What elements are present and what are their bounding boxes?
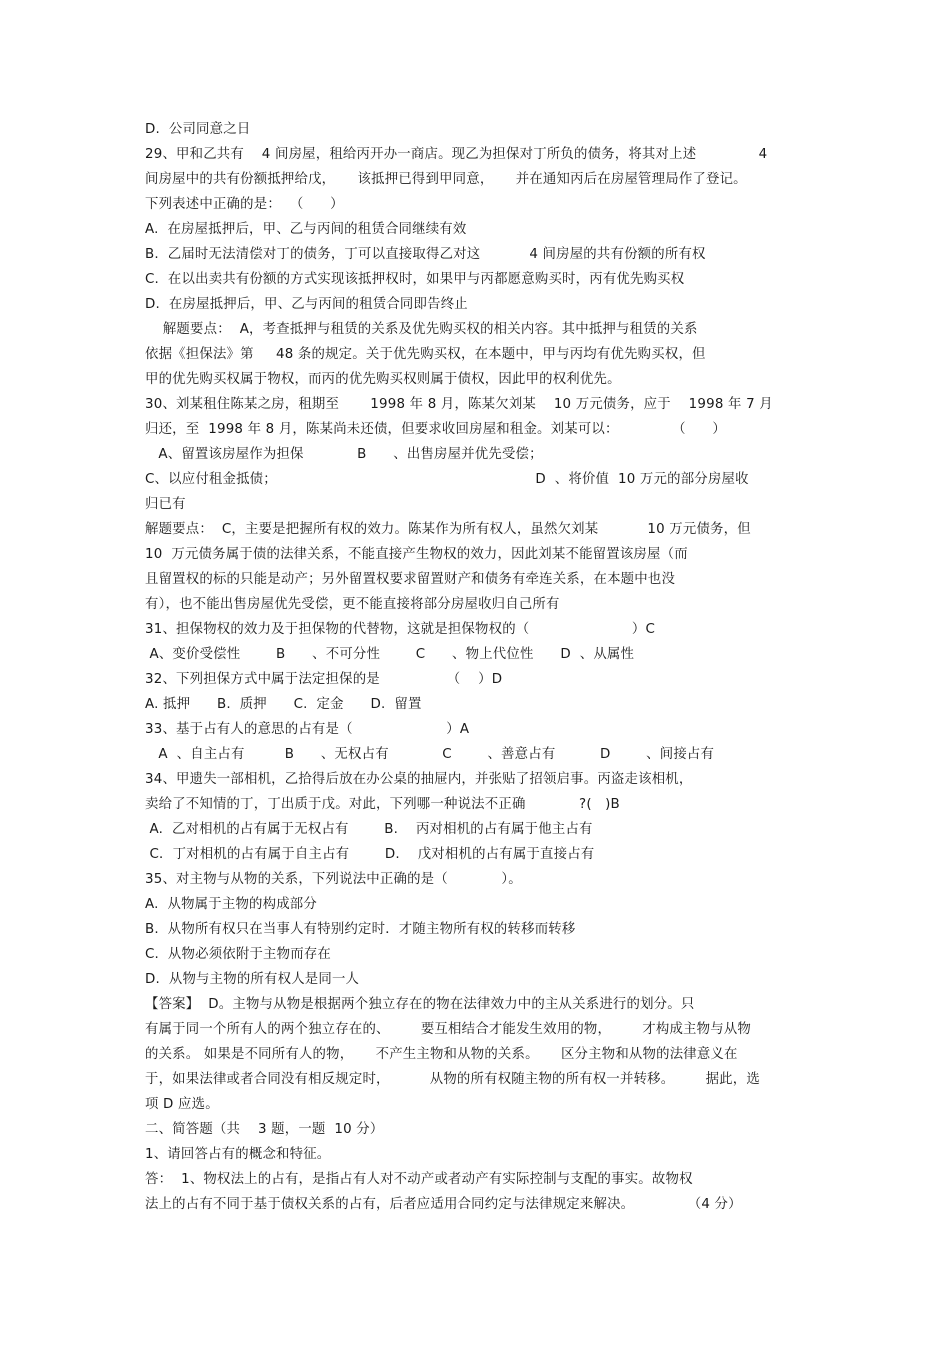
text-line: 间房屋中的共有份额抵押给戊， 该抵押已得到甲同意， 并在通知丙后在房屋管理局作了登记。 [145,172,747,187]
text-line: 32、下列担保方式中属于法定担保的是 （ ）D [145,672,503,687]
text-line: C．丁对相机的占有属于自主占有 D. 戊对相机的占有属于直接占有 [145,847,595,862]
text-line: D. 从物与主物的所有权人是同一人 [145,972,360,987]
text-line: 法上的占有不同于基于债权关系的占有，后者应适用合同约定与法律规定来解决。 （4 分） [145,1197,742,1212]
text-line: C、以应付租金抵债； D 、将价值 10 万元的部分房屋收 [145,472,749,487]
text-line: 于，如果法律或者合同没有相反规定时， 从物的所有权随主物的所有权一并转移。 据此，选 [145,1072,760,1087]
text-line: 解题要点： A，考查抵押与租赁的关系及优先购买权的相关内容。其中抵押与租赁的关系 [145,322,698,337]
text-line: 有属于同一个所有人的两个独立存在的、 要互相结合才能发生效用的物， 才构成主物与从物 [145,1022,752,1037]
text-line: 29、甲和乙共有 4 间房屋，租给丙开办一商店。现乙为担保对丁所负的债务，将其对上述 4 [145,147,768,162]
text-line: 项 D 应选。 [145,1097,219,1112]
text-line: D. 在房屋抵押后，甲、乙与丙间的租赁合同即告终止 [145,297,468,312]
text-line: 34、甲遗失一部相机，乙拾得后放在办公桌的抽屉内，并张贴了招领启事。丙盗走该相机， [145,772,693,787]
text-line: A. 从物属于主物的构成部分 [145,897,317,912]
text-line: 1、请回答占有的概念和特征。 [145,1147,331,1162]
text-line: 依据《担保法》第 48 条的规定。关于优先购买权，在本题中，甲与丙均有优先购买权，但 [145,347,706,362]
text-line: 31、担保物权的效力及于担保物的代替物，这就是担保物权的（ ）C [145,622,656,637]
text-line: 下列表述中正确的是： （ ） [145,197,344,212]
text-line: B. 乙届时无法清偿对丁的债务，丁可以直接取得乙对这 4 间房屋的共有份额的所有权 [145,247,706,262]
text-line: 卖给了不知情的丁，丁出质于戊。对此，下列哪一种说法不正确 ?( )B [145,797,620,812]
text-line: A、变价受偿性 B 、不可分性 C 、物上代位性 D 、从属性 [145,647,635,662]
text-line: C. 从物必须依附于主物而存在 [145,947,332,962]
text-line: 33、基于占有人的意思的占有是（ ）A [145,722,470,737]
text-line: 30、刘某租住陈某之房，租期至 1998 年 8 月，陈某欠刘某 10 万元债务，应于 1998 年 7 月 [145,397,773,412]
text-line: A. 乙对相机的占有属于无权占有 B. 丙对相机的占有属于他主占有 [145,822,593,837]
text-line: 35、对主物与从物的关系，下列说法中正确的是（ ）。 [145,872,522,887]
text-line: A、留置该房屋作为担保 B 、出售房屋并优先受偿； [145,447,543,462]
text-line: 归已有 [145,497,186,512]
text-line: 二、简答题（共 3 题，一题 10 分） [145,1122,384,1137]
text-line: A 、自主占有 B 、无权占有 C 、善意占有 D 、间接占有 [145,747,715,762]
text-line: 归还，至 1998 年 8 月，陈某尚未还债，但要求收回房屋和租金。刘某可以： （ ） [145,422,726,437]
text-line: 有），也不能出售房屋优先受偿，更不能直接将部分房屋收归自己所有 [145,597,560,612]
text-line: 答： 1、物权法上的占有，是指占有人对不动产或者动产有实际控制与支配的事实。故物权 [145,1172,693,1187]
text-line: A. 抵押 B. 质押 C. 定金 D. 留置 [145,697,422,712]
text-line: 的关系。 如果是不同所有人的物， 不产生主物和从物的关系。 区分主物和从物的法律意义在 [145,1047,738,1062]
text-line: 解题要点： C，主要是把握所有权的效力。陈某作为所有权人，虽然欠刘某 10 万元债务，但 [145,522,751,537]
text-line: 且留置权的标的只能是动产；另外留置权要求留置财产和债务有牵连关系，在本题中也没 [145,572,676,587]
text-line: 【答案】 D。主物与从物是根据两个独立存在的物在法律效力中的主从关系进行的划分。只 [145,997,695,1012]
text-line: D. 公司同意之日 [145,122,251,137]
text-line: B. 从物所有权只在当事人有特别约定时．才随主物所有权的转移而转移 [145,922,576,937]
text-line: C. 在以出卖共有份额的方式实现该抵押权时，如果甲与丙都愿意购买时，丙有优先购买权 [145,272,685,287]
text-line: 10 万元债务属于债的法律关系，不能直接产生物权的效力，因此刘某不能留置该房屋（而 [145,547,688,562]
text-line: 甲的优先购买权属于物权，而丙的优先购买权则属于债权，因此甲的权利优先。 [145,372,621,387]
text-line: A. 在房屋抵押后，甲、乙与丙间的租赁合同继续有效 [145,222,467,237]
